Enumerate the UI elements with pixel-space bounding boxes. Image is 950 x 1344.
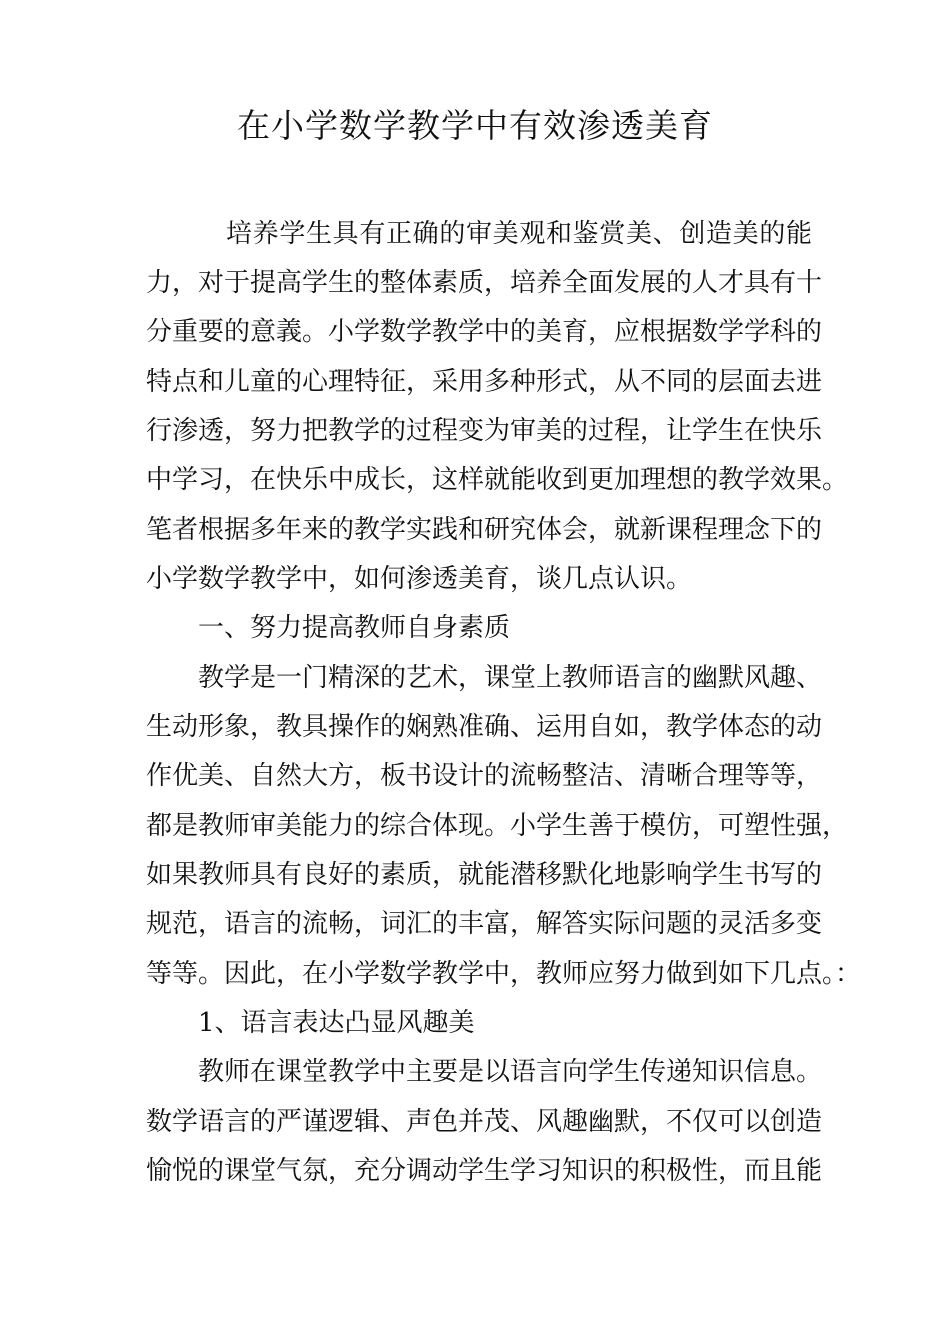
paragraph-line: 小学数学教学中，如何渗透美育，谈几点认识。 [146, 564, 693, 594]
paragraph-line: 中学习，在快乐中成长，这样就能收到更加理想的教学效果。 [146, 465, 849, 495]
paragraph-line: 特点和儿童的心理特征，采用多种形式，从不同的层面去进 [146, 367, 823, 397]
paragraph-line: 等等。因此，在小学数学教学中，教师应努力做到如下几点。： [146, 959, 862, 989]
paragraph-line: 如果教师具有良好的素质，就能潜移默化地影响学生书写的 [146, 860, 823, 890]
paragraph-line: 培养学生具有正确的审美观和鉴赏美、创造美的能 [146, 219, 812, 249]
paragraph-line: 愉悦的课堂气氛，充分调动学生学习知识的积极性，而且能 [146, 1156, 823, 1186]
paragraph-line: 生动形象，教具操作的娴熟准确、运用自如，教学体态的动 [146, 712, 823, 742]
section-heading: 一、努力提高教师自身素质 [146, 613, 511, 643]
paragraph-line: 都是教师审美能力的综合体现。小学生善于模仿，可塑性强， [146, 811, 849, 841]
paragraph-line: 笔者根据多年来的教学实践和研究体会，就新课程理念下的 [146, 515, 823, 545]
paragraph-line: 作优美、自然大方，板书设计的流畅整洁、清晰合理等等， [146, 761, 823, 791]
paragraph-line: 教师在课堂教学中主要是以语言向学生传递知识信息。 [146, 1057, 823, 1087]
paragraph-line: 数学语言的严谨逻辑、声色并茂、风趣幽默，不仅可以创造 [146, 1107, 823, 1137]
document-title: 在小学数学教学中有效渗透美育 [237, 106, 713, 145]
paragraph-line: 规范，语言的流畅，词汇的丰富，解答实际问题的灵活多变 [146, 909, 823, 939]
subsection-heading: 1、语言表达凸显风趣美 [146, 1008, 475, 1038]
paragraph-line: 分重要的意義。小学数学教学中的美育，应根据数学学科的 [146, 317, 823, 347]
paragraph-line: 行渗透，努力把教学的过程变为审美的过程，让学生在快乐 [146, 416, 823, 446]
paragraph-line: 教学是一门精深的艺术，课堂上教师语言的幽默风趣、 [146, 663, 823, 693]
paragraph-line: 力，对于提高学生的整体素质，培养全面发展的人才具有十 [146, 268, 823, 298]
